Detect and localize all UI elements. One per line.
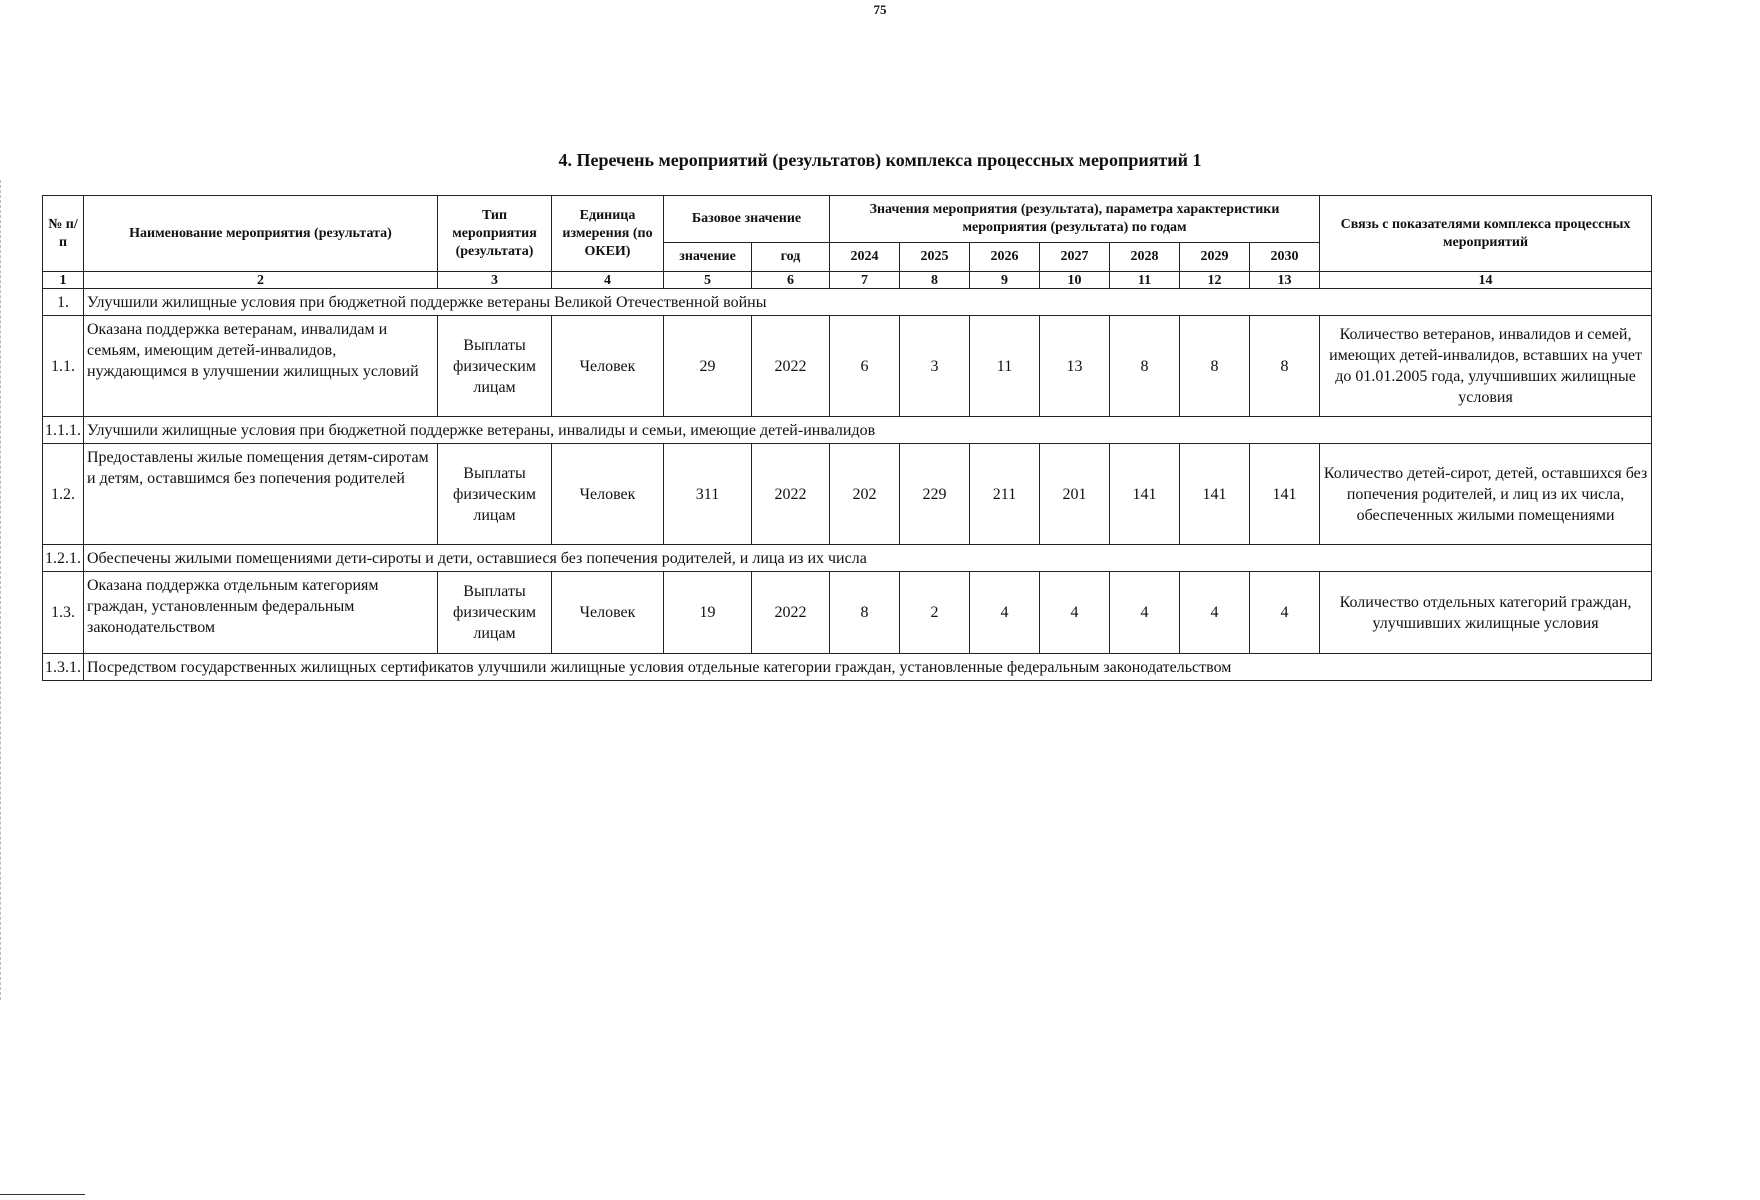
year-value: 2 [900,572,970,654]
header-year: 2027 [1040,243,1110,272]
activity-unit: Человек [552,444,664,545]
section-row [43,289,1652,316]
subsection-row [43,545,1652,572]
year-value: 8 [1180,316,1250,417]
column-number: 14 [1320,272,1652,289]
activity-unit: Человек [552,572,664,654]
indicator-link: Количество отдельных категорий граждан, улучшивших жилищные условия [1320,572,1652,654]
subsection-row [43,654,1652,681]
activity-name: Оказана поддержка ветеранам, инвалидам и семьям, имеющим детей-инвалидов, нуждающимся в улучшении жилищных условий [84,316,438,417]
section-text: Улучшили жилищные условия при бюджетной поддержке ветераны Великой Отечественной войны [84,289,1652,316]
header-year: 2026 [970,243,1040,272]
header-num: № п/п [43,196,84,272]
indicator-link: Количество детей-сирот, детей, оставшихся без попечения родителей, и лиц из их числа, обеспеченных жилыми помещениями [1320,444,1652,545]
page-title: 4. Перечень мероприятий (результатов) комплекса процессных мероприятий 1 [558,150,1202,170]
year-value: 13 [1040,316,1110,417]
base-year: 2022 [752,316,830,417]
year-value: 201 [1040,444,1110,545]
column-number: 5 [664,272,752,289]
header-type: Тип мероприятия (результата) [438,196,552,272]
year-value: 211 [970,444,1040,545]
header-year: 2024 [830,243,900,272]
header-year: 2029 [1180,243,1250,272]
header-unit: Единица измерения (по ОКЕИ) [552,196,664,272]
header-base: Базовое значение [664,196,830,243]
subsection-num: 1.1.1. [43,417,84,444]
year-value: 4 [1180,572,1250,654]
base-year: 2022 [752,572,830,654]
year-value: 11 [970,316,1040,417]
year-value: 141 [1180,444,1250,545]
indicator-link: Количество ветеранов, инвалидов и семей, имеющих детей-инвалидов, вставших на учет до 01.01.2005 года, улучшивших жилищные условия [1320,316,1652,417]
activity-name: Оказана поддержка отдельным категориям граждан, установленным федеральным законодательством [84,572,438,654]
column-number: 3 [438,272,552,289]
subsection-text: Улучшили жилищные условия при бюджетной поддержке ветераны, инвалиды и семьи, имеющие детей-инвалидов [84,417,1652,444]
row-num: 1.1. [43,316,84,417]
activity-unit: Человек [552,316,664,417]
column-number: 11 [1110,272,1180,289]
column-number: 10 [1040,272,1110,289]
page-number: 75 [873,2,887,17]
scan-edge-line [0,180,1,1000]
column-number: 9 [970,272,1040,289]
header-year: 2030 [1250,243,1320,272]
base-value: 29 [664,316,752,417]
column-number: 4 [552,272,664,289]
header-years-group: Значения мероприятия (результата), параметра характеристики мероприятия (результата) по годам [830,196,1320,243]
header-name: Наименование мероприятия (результата) [84,196,438,272]
section-num: 1. [43,289,84,316]
header-base-year: год [752,243,830,272]
activity-type: Выплаты физическим лицам [438,572,552,654]
header-year: 2028 [1110,243,1180,272]
subsection-num: 1.3.1. [43,654,84,681]
row-num: 1.3. [43,572,84,654]
column-number: 1 [43,272,84,289]
base-value: 311 [664,444,752,545]
year-value: 6 [830,316,900,417]
column-number: 12 [1180,272,1250,289]
activity-name: Предоставлены жилые помещения детям-сиротам и детям, оставшимся без попечения родителей [84,444,438,545]
year-value: 141 [1250,444,1320,545]
table-row [43,316,1652,417]
base-value: 19 [664,572,752,654]
year-value: 4 [1250,572,1320,654]
base-year: 2022 [752,444,830,545]
header-link: Связь с показателями комплекса процессных мероприятий [1320,196,1652,272]
year-value: 229 [900,444,970,545]
year-value: 4 [1040,572,1110,654]
year-value: 4 [1110,572,1180,654]
year-value: 3 [900,316,970,417]
activities-table [42,195,1652,681]
subsection-num: 1.2.1. [43,545,84,572]
subsection-row [43,417,1652,444]
header-year: 2025 [900,243,970,272]
footnote-rule [0,1194,85,1195]
column-number: 8 [900,272,970,289]
table-row [43,444,1652,545]
activity-type: Выплаты физическим лицам [438,444,552,545]
year-value: 141 [1110,444,1180,545]
subsection-text: Обеспечены жилыми помещениями дети-сироты и дети, оставшиеся без попечения родителей, и лица из их числа [84,545,1652,572]
year-value: 202 [830,444,900,545]
row-num: 1.2. [43,444,84,545]
year-value: 8 [1250,316,1320,417]
column-number: 2 [84,272,438,289]
year-value: 4 [970,572,1040,654]
column-number: 6 [752,272,830,289]
year-value: 8 [1110,316,1180,417]
subsection-text: Посредством государственных жилищных сертификатов улучшили жилищные условия отдельные категории граждан, установленные федеральным законодательством [84,654,1652,681]
header-base-value: значение [664,243,752,272]
year-value: 8 [830,572,900,654]
column-number: 7 [830,272,900,289]
column-number: 13 [1250,272,1320,289]
table-row [43,572,1652,654]
activity-type: Выплаты физическим лицам [438,316,552,417]
